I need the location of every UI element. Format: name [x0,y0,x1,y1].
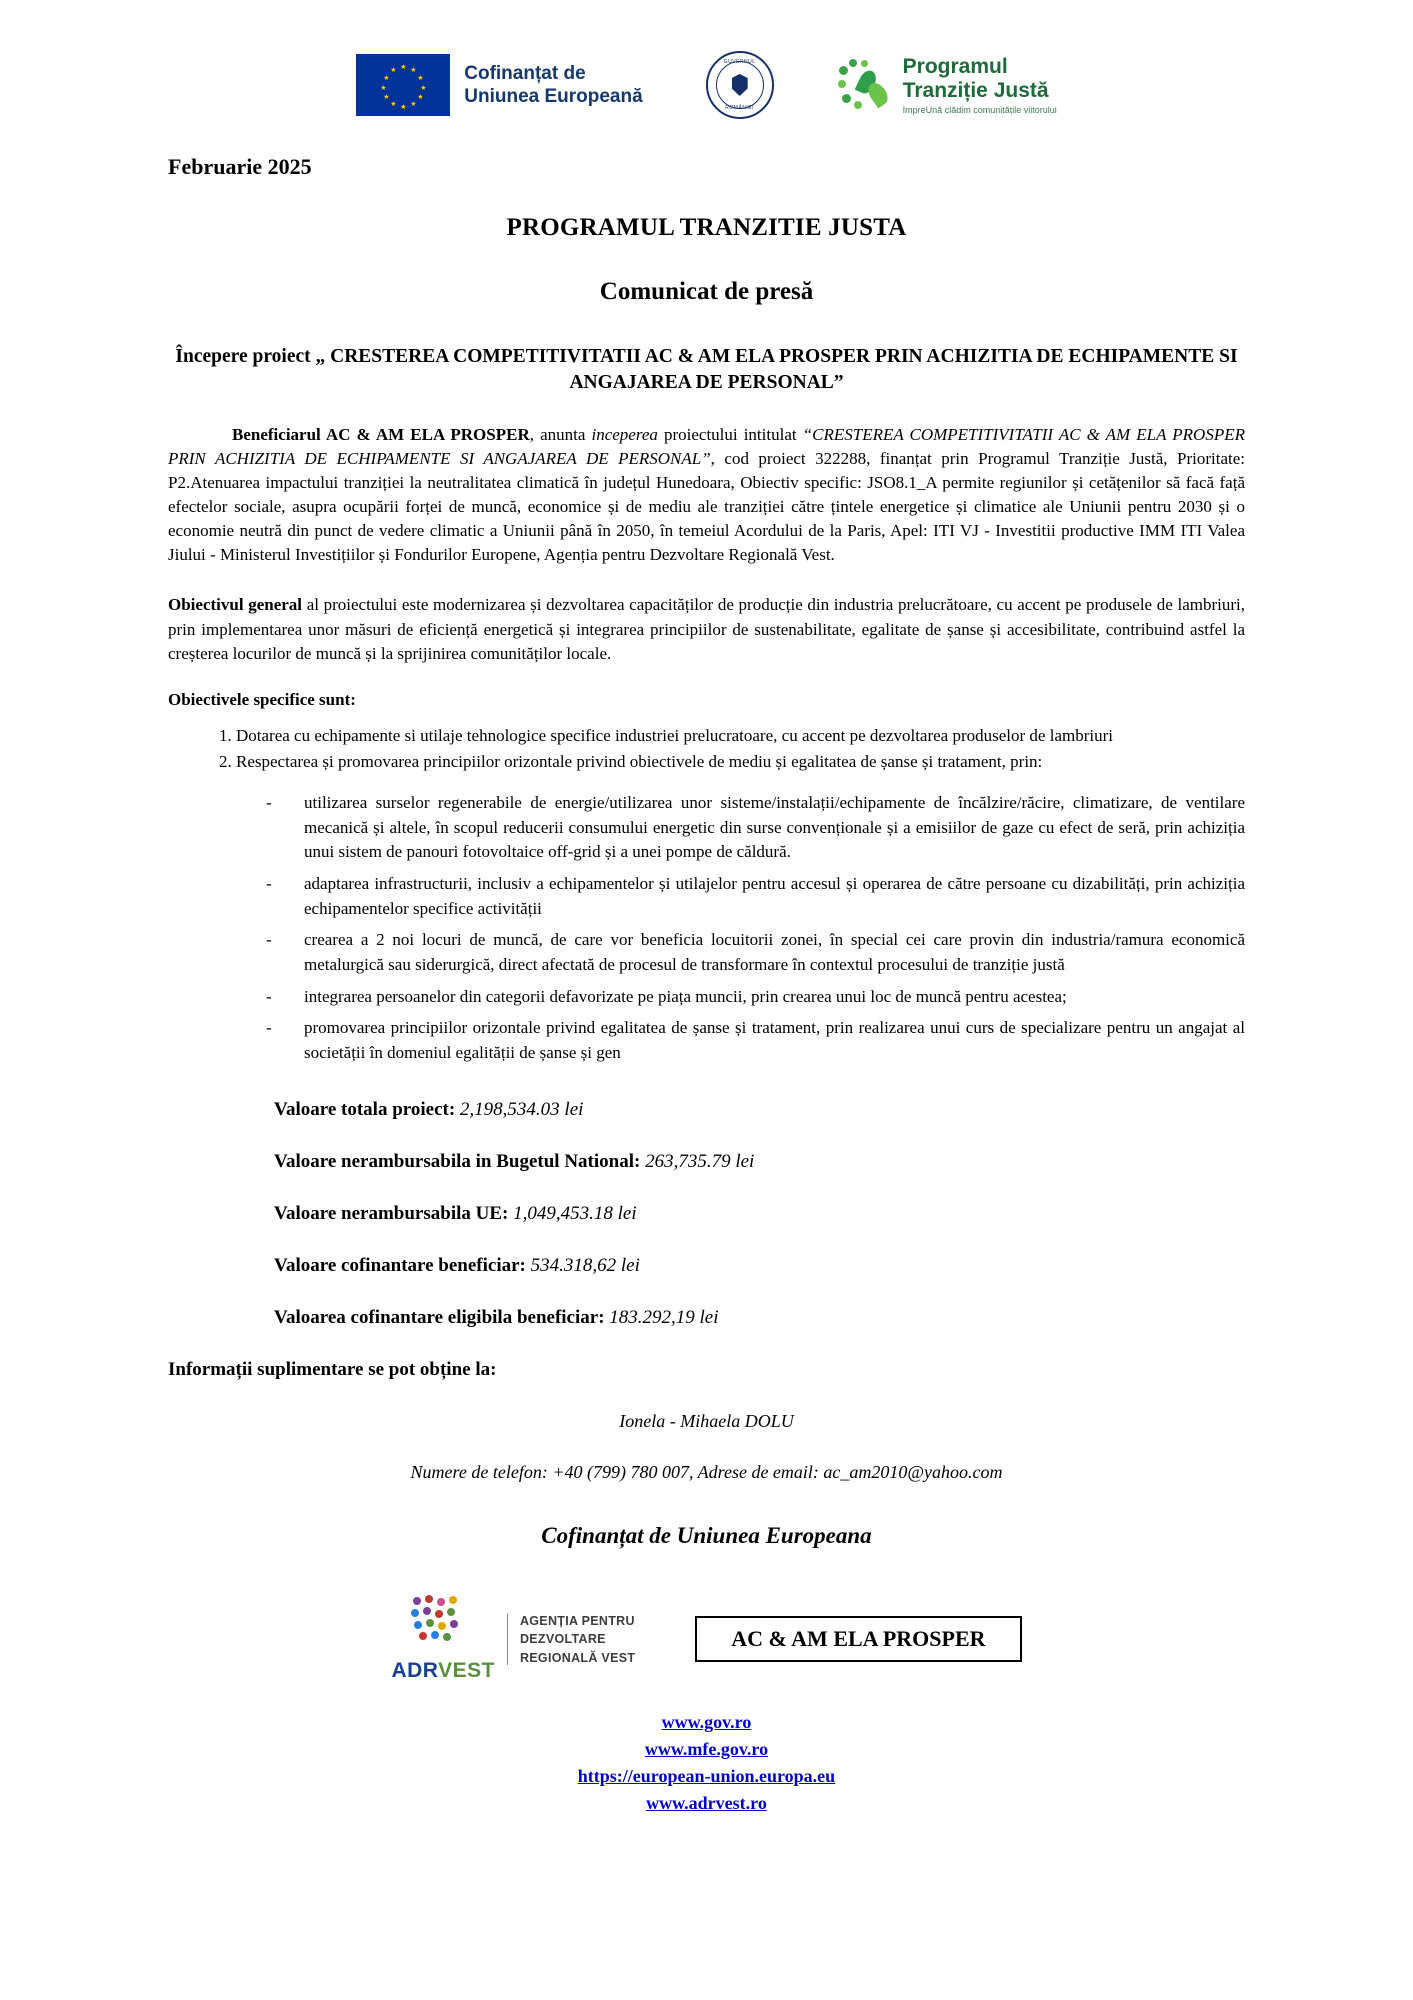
value-label: Valoare nerambursabila in Bugetul National: [274,1151,641,1173]
objective-general-paragraph [168,593,1245,665]
value-row [274,1255,1245,1277]
specific-objectives-label: Obiectivele specifice sunt: [168,689,356,709]
adrvest-wordmark [391,1659,494,1683]
gov-crest-icon [732,74,748,96]
value-label: Valoare cofinantare beneficiar: [274,1255,526,1277]
ptj-logo-text [903,55,1057,116]
intro-text-f: , cod proiect 322288, finanțat prin Programul Tranziție Justă, Prioritate: P2.Atenuarea impactului tranziției la neutralitatea climatică în județul Hunedoara, Obiectiv specific: JSO8.1_A permite regiunilor și cetățenilor să facă față efectelor sociale, asupra ocupării forței de muncă, economice și de mediu ale tranziției către țintele energetice și climatice ale Uniunii pentru 2030 și o economie neutră din punct de vedere climatic a Uniunii până în 2050, în temeiul Acordului de la Paris, Apel: ITI VJ - Investitii productive IMM ITI Valea Jiului - Ministerul Investițiilor și Fondurilor Europene, Agenția pentru Dezvoltare Regională Vest. [168,448,1246,565]
footer-row [0,1595,1413,1683]
ptj-logo-line2: Tranziție Justă [902,78,1049,102]
value-amount: 1,049,453.18 lei [513,1203,637,1225]
beneficiary-box: AC & AM ELA PROSPER [695,1616,1021,1662]
footer-links [0,1709,1413,1817]
program-title: PROGRAMUL TRANZITIE JUSTA [506,214,907,241]
dashed-objectives-list [168,791,1245,1065]
document-date: Februarie 2025 [168,154,312,179]
eu-flag-icon: ★ ★ ★ ★ ★ ★ ★ ★ ★ ★ ★ ★ [356,54,450,116]
value-row [274,1307,1245,1329]
government-logo [703,48,777,122]
adrvest-logo [391,1595,635,1683]
just-transition-leaf-icon [837,58,891,112]
link-european-union[interactable]: https://european-union.europa.eu [577,1766,836,1787]
ptj-logo-line1: Programul [902,54,1008,78]
adrvest-wordmark-a: ADR [391,1659,439,1683]
adrvest-text-line1: AGENȚIA PENTRU [519,1614,635,1629]
list-item: 1. Dotarea cu echipamente si utilaje tehnologice specifice industriei prelucratoare, cu accent pe dezvoltarea produselor de lambriuri [236,724,1245,749]
value-amount: 183.292,19 lei [609,1307,719,1329]
project-heading: Începere proiect „ CRESTEREA COMPETITIVITATII AC & AM ELA PROSPER PRIN ACHIZITIA DE ECHIPAMENTE SI ANGAJAREA DE PERSONAL” [175,346,1238,394]
value-row [274,1099,1245,1121]
eu-logo-line2: Uniunea Europeană [464,86,643,107]
adrvest-wordmark-b: VEST [438,1659,495,1683]
value-amount: 2,198,534.03 lei [459,1099,584,1121]
document-type-title: Comunicat de presă [599,278,814,305]
adrvest-dots-icon [409,1595,477,1655]
contact-lead: Informații suplimentare se pot obține la: [168,1359,497,1381]
intro-project-name: “CRESTEREA COMPETITIVITATII AC & AM ELA PROSPER PRIN ACHIZITIA DE ECHIPAMENTE SI ANGAJAREA DE PERSONAL” [168,424,1245,468]
adrvest-divider [507,1613,508,1665]
document-content [0,154,1413,1549]
eu-logo-line1: Cofinanțat de [464,62,586,84]
adrvest-agency-text [520,1612,635,1666]
intro-paragraph [168,423,1245,568]
list-item: - adaptarea infrastructurii, inclusiv a echipamentelor și utilajelor pentru accesul și operarea de către persoane cu dizabilități, prin achiziția echipamentelor specifice activității [266,872,1245,921]
value-label: Valoare nerambursabila UE: [274,1203,509,1225]
ptj-logo-tagline: ImpreUnă clădim comunitățile viitorului [902,105,1057,116]
financial-values [168,1099,1245,1329]
objective-general-label: Obiectivul general [168,595,303,615]
value-amount: 263,735.79 lei [645,1151,755,1173]
intro-text-c: inceperea [591,424,658,444]
intro-text-b: , anunta [529,424,592,444]
gov-seal-bottom-text: ROMÂNIEI [725,105,755,111]
list-item: - integrarea persoanelor din categorii defavorizate pe piața muncii, prin crearea unui loc de muncă pentru acestea; [266,985,1245,1010]
value-label: Valoarea cofinantare eligibila beneficiar: [274,1307,605,1329]
adrvest-text-line3: REGIONALĂ VEST [519,1650,636,1665]
value-amount: 534.318,62 lei [530,1255,640,1277]
gov-seal-top-text: GUVERNUL [723,59,756,65]
value-row [274,1151,1245,1173]
adrvest-text-line2: DEZVOLTARE [519,1632,606,1647]
value-row [274,1203,1245,1225]
list-item: 2. Respectarea și promovarea principiilor orizontale privind obiectivele de mediu și egalitatea de șanse și tratament, prin: [236,750,1245,775]
contact-person: Ionela - Mihaela DOLU [619,1411,794,1432]
link-gov-ro[interactable]: www.gov.ro [661,1712,752,1733]
link-mfe-gov-ro[interactable]: www.mfe.gov.ro [644,1739,769,1760]
list-item: - promovarea principiilor orizontale privind egalitatea de șanse și tratament, prin realizarea unui curs de specializare pentru un angajat al societății în domeniul egalității de șanse și gen [266,1016,1245,1065]
numbered-objectives-list [168,724,1245,775]
objective-general-text: al proiectului este modernizarea și dezvoltarea capacităților de producție din industria prelucrătoare, cu accent pe produsele de lambriuri, prin implementarea unor măsuri de eficiență energetică și integrarea principiilor de sustenabilitate, egalitate de șanse și accesibilitate, contribuind astfel la creșterea locurilor de muncă și la sprijinirea comunităților locale. [168,595,1245,663]
intro-beneficiary: Beneficiarul AC & AM ELA PROSPER [232,424,530,444]
list-item: - crearea a 2 noi locuri de muncă, de care vor beneficia locuitorii zonei, în special cei care provin din industria/ramura economică metalurgică sau siderurgică, direct afectată de procesul de transformare în contextul procesului de tranziție justă [266,928,1245,977]
contact-phone-email: Numere de telefon: +40 (799) 780 007, Adrese de email: ac_am2010@yahoo.com [410,1462,1003,1483]
just-transition-programme-logo [837,55,1057,116]
intro-text-d: proiectului intitulat [657,424,803,444]
cofinanced-statement: Cofinanțat de Uniunea Europeana [541,1523,872,1549]
link-adrvest-ro[interactable]: www.adrvest.ro [646,1793,767,1814]
logo-bar [0,0,1413,136]
list-item: - utilizarea surselor regenerabile de energie/utilizarea unor sisteme/instalații/echipamente de încălzire/răcire, climatizare, de ventilare mecanică și altele, în scopul reducerii consumului energetic din surse convenționale și a emisiilor de gaze cu efect de seră, prin achiziția unui sistem de panouri fotovoltaice off-grid și a unei pompe de căldură. [266,791,1245,865]
value-label: Valoare totala proiect: [274,1099,456,1121]
government-seal-icon [706,51,774,119]
eu-logo-text [464,62,642,108]
eu-cofinanced-logo [356,54,642,116]
